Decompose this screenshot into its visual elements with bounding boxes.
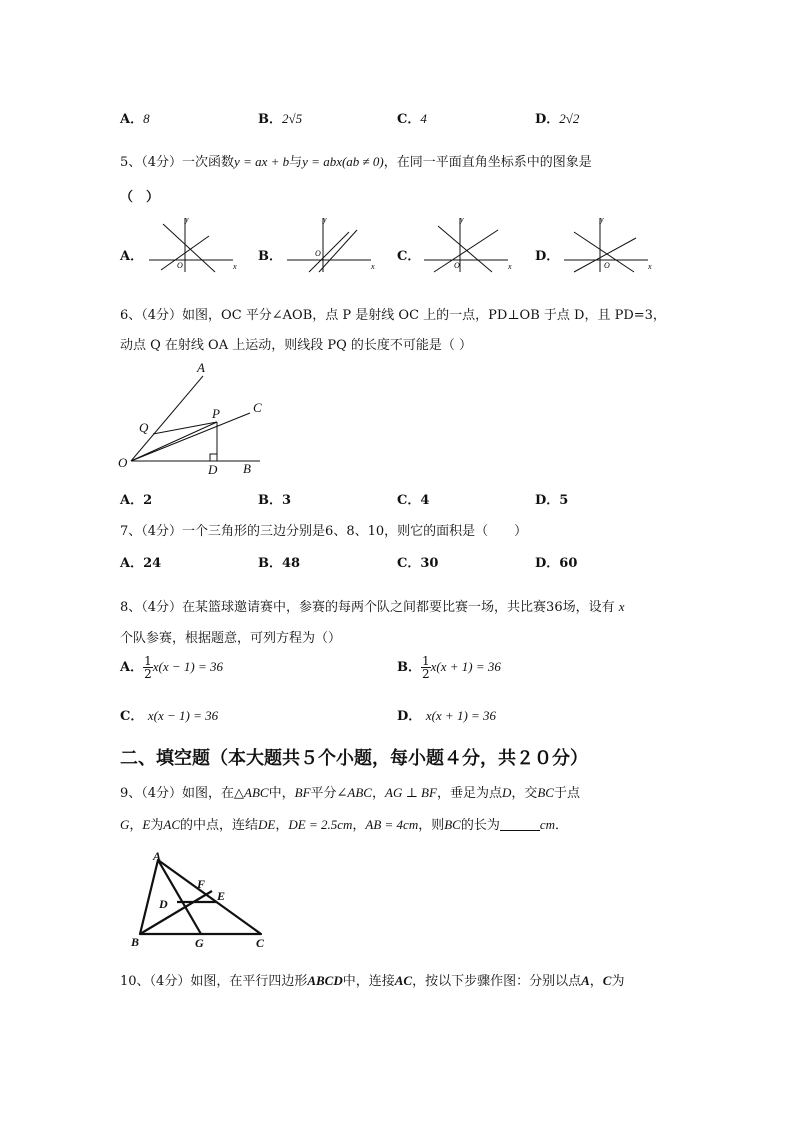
q5-label-a: A． <box>120 249 144 264</box>
label-e: E <box>217 889 226 903</box>
q7-option-c: C．30 <box>397 556 439 571</box>
q7-option-a: A．24 <box>120 556 162 571</box>
q4-option-c: C．4 <box>397 111 427 127</box>
label-b: B <box>131 935 140 949</box>
origin-label: O <box>315 249 321 258</box>
q9-line1: 9、（4分）如图，在△ABC中，BF平分∠ABC，AG ⊥ BF，垂足为点D，交BC于点 <box>120 785 580 801</box>
q8-option-d: D． x(x + 1) = 36 <box>397 708 497 724</box>
q8-option-b: B． $\frac{1}{2}$ x(x + 1) = 36 <box>397 654 501 681</box>
q8-option-a: A． $\frac{1}{2}$ x(x − 1) = 36 <box>120 654 223 681</box>
q9-line2: G，E为AC的中点，连结DE，DE = 2.5cm，AB = 4cm，则BC的长为 cm． <box>120 817 569 833</box>
label-b: B <box>243 461 251 476</box>
axis-x-label: x <box>508 262 512 271</box>
q9-figure <box>128 848 276 952</box>
label-c: C <box>253 400 262 415</box>
label-d: D <box>208 462 218 477</box>
q7-option-b: B．48 <box>258 556 301 571</box>
label-a: A <box>197 360 205 375</box>
origin-label: O <box>454 261 460 270</box>
q7-option-d: D．60 <box>535 556 578 571</box>
q7-stem: 7、（4分）一个三角形的三边分别是6、8、10，则它的面积是（ ） <box>120 524 528 539</box>
section-heading: 二、填空题（本大题共５个小题，每小题４分，共２０分） <box>120 748 588 769</box>
axis-x-label: x <box>648 262 652 271</box>
axis-y-label: y <box>460 215 464 224</box>
q5-label-c: C． <box>397 249 421 264</box>
q6-option-b: B．3 <box>258 493 292 508</box>
q5-graph-d <box>560 214 660 274</box>
q10-stem: 10、（4分）如图，在平行四边形ABCD中，连接AC，按以下步骤作图：分别以点A，C为 <box>120 973 625 989</box>
axis-y-label: y <box>600 215 604 224</box>
label-a: A <box>153 849 162 863</box>
label-o: O <box>118 455 128 470</box>
axis-x-label: x <box>371 262 375 271</box>
q8-option-c: C． x(x − 1) = 36 <box>120 708 219 724</box>
q5-graph-b <box>283 214 383 274</box>
label-p: P <box>212 406 220 421</box>
q5-paren: （ ） <box>120 190 160 205</box>
q4-option-d: D．2√2 <box>535 111 580 127</box>
q5-stem: 5、（4分）一次函数y = ax + b与y = abx(ab ≠ 0)，在同一平面直角坐标系中的图象是 <box>120 154 592 170</box>
q5-graph-c <box>420 214 520 274</box>
q6-line1: 6、（4分）如图，OC 平分∠AOB，点 P 是射线 OC 上的一点，PD⊥OB 于点 D，且 PD=3， <box>120 308 666 323</box>
label-c: C <box>256 936 265 950</box>
axis-y-label: y <box>185 215 189 224</box>
q5-graph-a <box>145 214 245 274</box>
label-d: D <box>159 897 168 911</box>
q6-line2: 动点 Q 在射线 OA 上运动，则线段 PQ 的长度不可能是（ ） <box>120 338 473 353</box>
q8-line1: 8、（4分）在某篮球邀请赛中，参赛的每两个队之间都要比赛一场，共比赛36场，设有 x <box>120 599 625 615</box>
q8-line2: 个队参赛，根据题意，可列方程为（） <box>120 631 342 646</box>
origin-label: O <box>604 261 610 270</box>
label-q: Q <box>139 420 149 435</box>
label-f: F <box>197 877 206 891</box>
q5-label-b: B． <box>258 249 282 264</box>
label-g: G <box>195 936 204 950</box>
axis-x-label: x <box>233 262 237 271</box>
q6-figure <box>115 358 275 480</box>
q6-option-c: C．4 <box>397 493 430 508</box>
q4-option-b: B．2√5 <box>258 111 303 127</box>
answer-blank[interactable] <box>500 818 540 831</box>
origin-label: O <box>177 261 183 270</box>
q6-option-a: A．2 <box>120 493 153 508</box>
q5-label-d: D． <box>535 249 560 264</box>
q4-option-a: A．8 <box>120 111 150 127</box>
q6-option-d: D．5 <box>535 493 569 508</box>
axis-y-label: y <box>323 215 327 224</box>
